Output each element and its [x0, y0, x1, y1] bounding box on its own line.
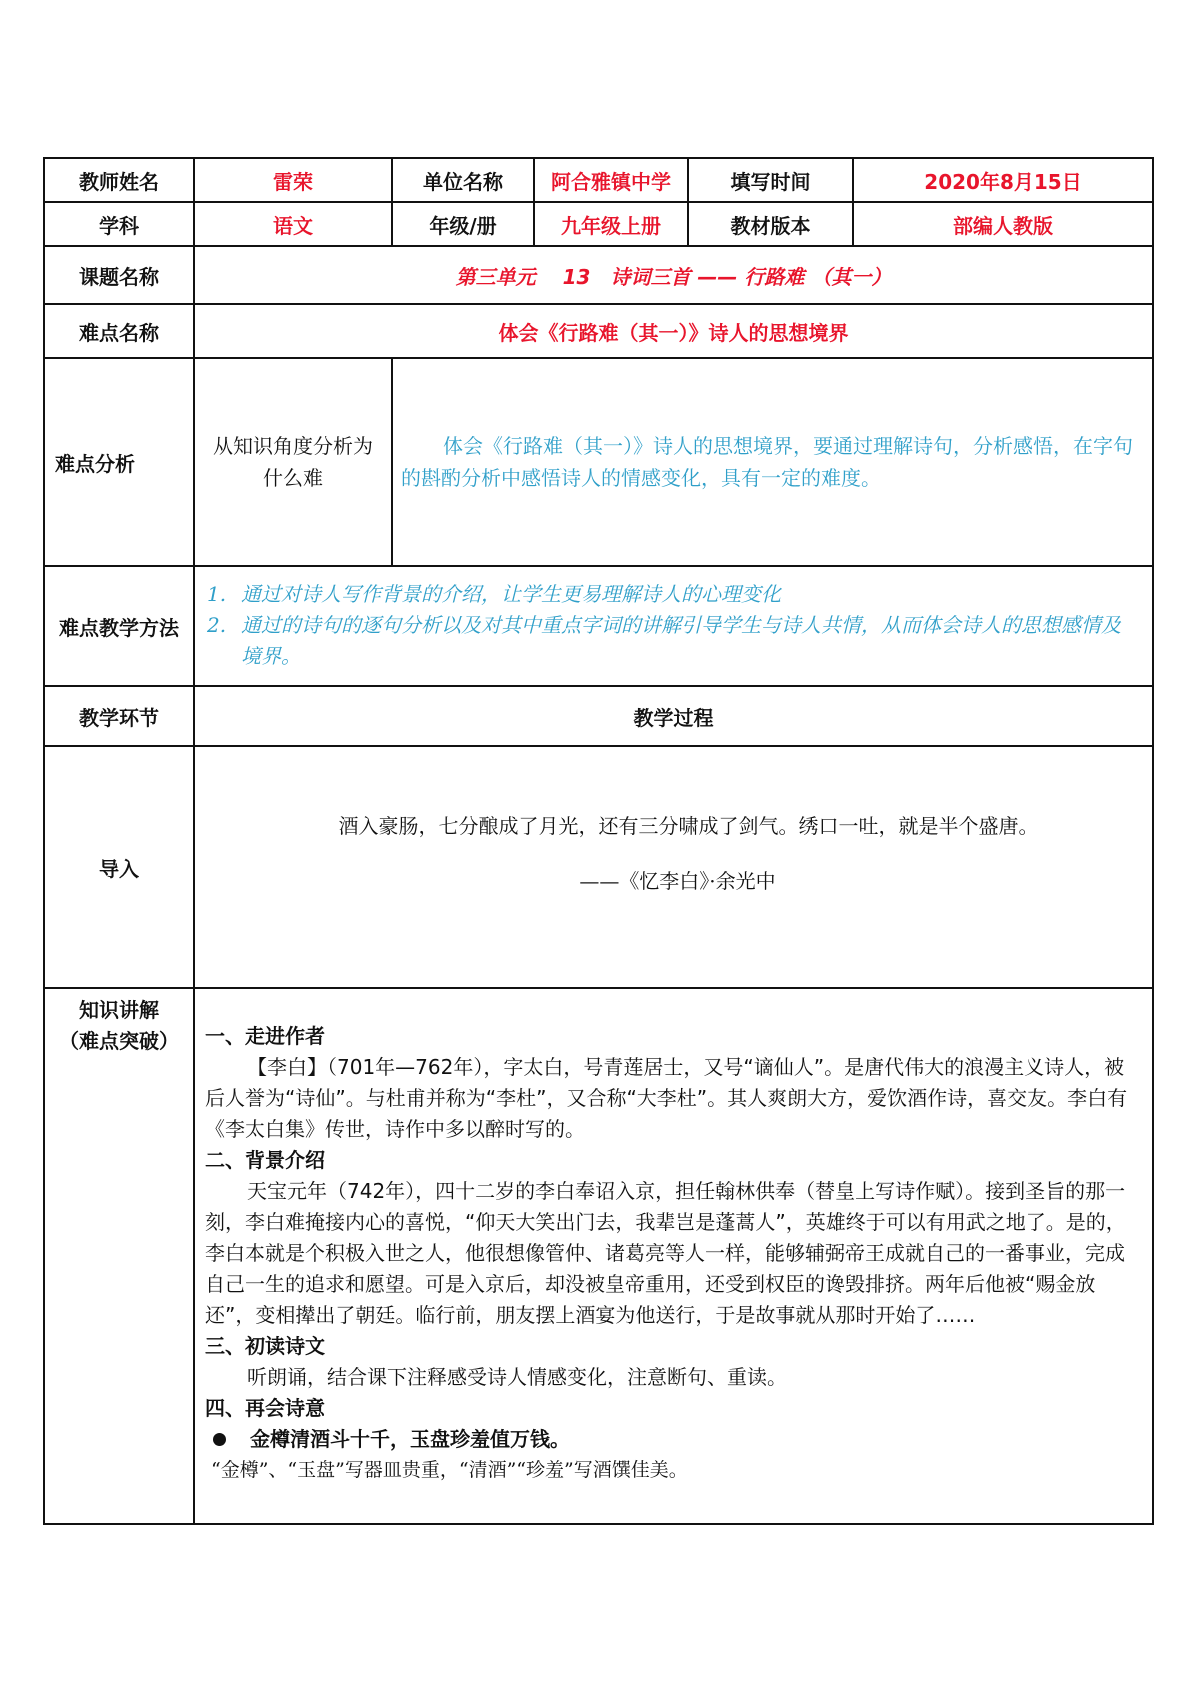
topic-row — [44, 246, 1153, 304]
knowledge-body — [195, 1017, 1152, 1486]
knowledge-cell — [194, 988, 1153, 1524]
subject-label: 学科 — [44, 202, 194, 246]
teacher-value: 雷荣 — [194, 158, 392, 202]
lesson-plan-sheet — [43, 157, 1152, 1525]
topic-label: 课题名称 — [44, 246, 194, 304]
header-row-2 — [44, 202, 1153, 246]
section-title: 四、再会诗意 — [205, 1396, 325, 1420]
topic-value: 第三单元 13 诗词三首 —— 行路难 （其一） — [194, 246, 1153, 304]
lesson-plan-table — [43, 157, 1154, 1525]
subject-value: 语文 — [194, 202, 392, 246]
knowledge-label — [44, 988, 194, 1524]
process-label: 教学环节 — [44, 686, 194, 746]
section-title: 一、走进作者 — [205, 1024, 325, 1048]
teacher-label: 教师姓名 — [44, 158, 194, 202]
poem-note: “金樽”、“玉盘”写器皿贵重，“清酒”“珍羞”写酒馔佳美。 — [211, 1459, 688, 1481]
method-row — [44, 566, 1153, 686]
analysis-text: 体会《行路难（其一）》诗人的思想境界，要通过理解诗句，分析感悟，在字句的斟酌分析中感悟诗人的情感变化，具有一定的难度。 — [392, 358, 1153, 566]
intro-cell — [194, 746, 1153, 988]
difficulty-label: 难点名称 — [44, 304, 194, 358]
process-value: 教学过程 — [194, 686, 1153, 746]
difficulty-value: 体会《行路难（其一）》诗人的思想境界 — [194, 304, 1153, 358]
analysis-row — [44, 358, 1153, 566]
section-title: 三、初读诗文 — [205, 1334, 325, 1358]
date-label: 填写时间 — [688, 158, 853, 202]
section-text: 天宝元年（742年），四十二岁的李白奉诏入京，担任翰林供奉（替皇上写诗作赋）。接到圣旨的那一刻，李白难掩接内心的喜悦，“仰天大笑出门去，我辈岂是蓬蒿人”，英雄终于可以有用武之地了。是的，李白本就是个积极入世之人，他很想像管仲、诸葛亮等人一样，能够辅弼帝王成就自己的一番事业，完成自己一生的追求和愿望。可是入京后，却没被皇帝重用，还受到权臣的谗毁排挤。两年后他被“赐金放还”，变相撵出了朝廷。临行前，朋友摆上酒宴为他送行，于是故事就从那时开始了…… — [205, 1179, 1126, 1327]
process-header-row — [44, 686, 1153, 746]
analysis-label: 难点分析 — [44, 358, 194, 566]
intro-quote: 酒入豪肠，七分酿成了月光，还有三分啸成了剑气。绣口一吐，就是半个盛唐。 — [338, 814, 1039, 838]
knowledge-label-line2: （难点突破） — [59, 1029, 179, 1053]
poem-line: 金樽清酒斗十千，玉盘珍羞值万钱。 — [205, 1424, 1142, 1455]
method-item: 2. 通过的诗句的逐句分析以及对其中重点字词的讲解引导学生与诗人共情，从而体会诗人的思想感情及境界。 — [207, 613, 1121, 668]
edition-value: 部编人教版 — [853, 202, 1153, 246]
method-item: 1. 通过对诗人写作背景的介绍，让学生更易理解诗人的心理变化 — [207, 582, 781, 606]
method-label: 难点教学方法 — [44, 566, 194, 686]
difficulty-row — [44, 304, 1153, 358]
section-text: 听朗诵，结合课下注释感受诗人情感变化，注意断句、重读。 — [247, 1365, 787, 1389]
edition-label: 教材版本 — [688, 202, 853, 246]
date-value: 2020年8月15日 — [853, 158, 1153, 202]
grade-label: 年级/册 — [392, 202, 534, 246]
method-cell — [194, 566, 1153, 686]
intro-label: 导入 — [44, 746, 194, 988]
grade-value: 九年级上册 — [534, 202, 688, 246]
unit-value: 阿合雅镇中学 — [534, 158, 688, 202]
header-row-1 — [44, 158, 1153, 202]
knowledge-label-line1: 知识讲解 — [79, 998, 159, 1022]
intro-row — [44, 746, 1153, 988]
section-title: 二、背景介绍 — [205, 1148, 325, 1172]
method-list — [195, 579, 1152, 672]
intro-source: ——《忆李白》·余光中 — [579, 869, 776, 893]
analysis-sub-label: 从知识角度分析为什么难 — [194, 358, 392, 566]
bullet-icon — [213, 1433, 226, 1446]
unit-label: 单位名称 — [392, 158, 534, 202]
section-text: 【李白】（701年—762年），字太白，号青莲居士，又号“谪仙人”。是唐代伟大的浪漫主义诗人，被后人誉为“诗仙”。与杜甫并称为“李杜”，又合称“大李杜”。其人爽朗大方，爱饮酒作诗，喜交友。李白有《李太白集》传世，诗作中多以醉时写的。 — [205, 1055, 1128, 1141]
knowledge-row — [44, 988, 1153, 1524]
